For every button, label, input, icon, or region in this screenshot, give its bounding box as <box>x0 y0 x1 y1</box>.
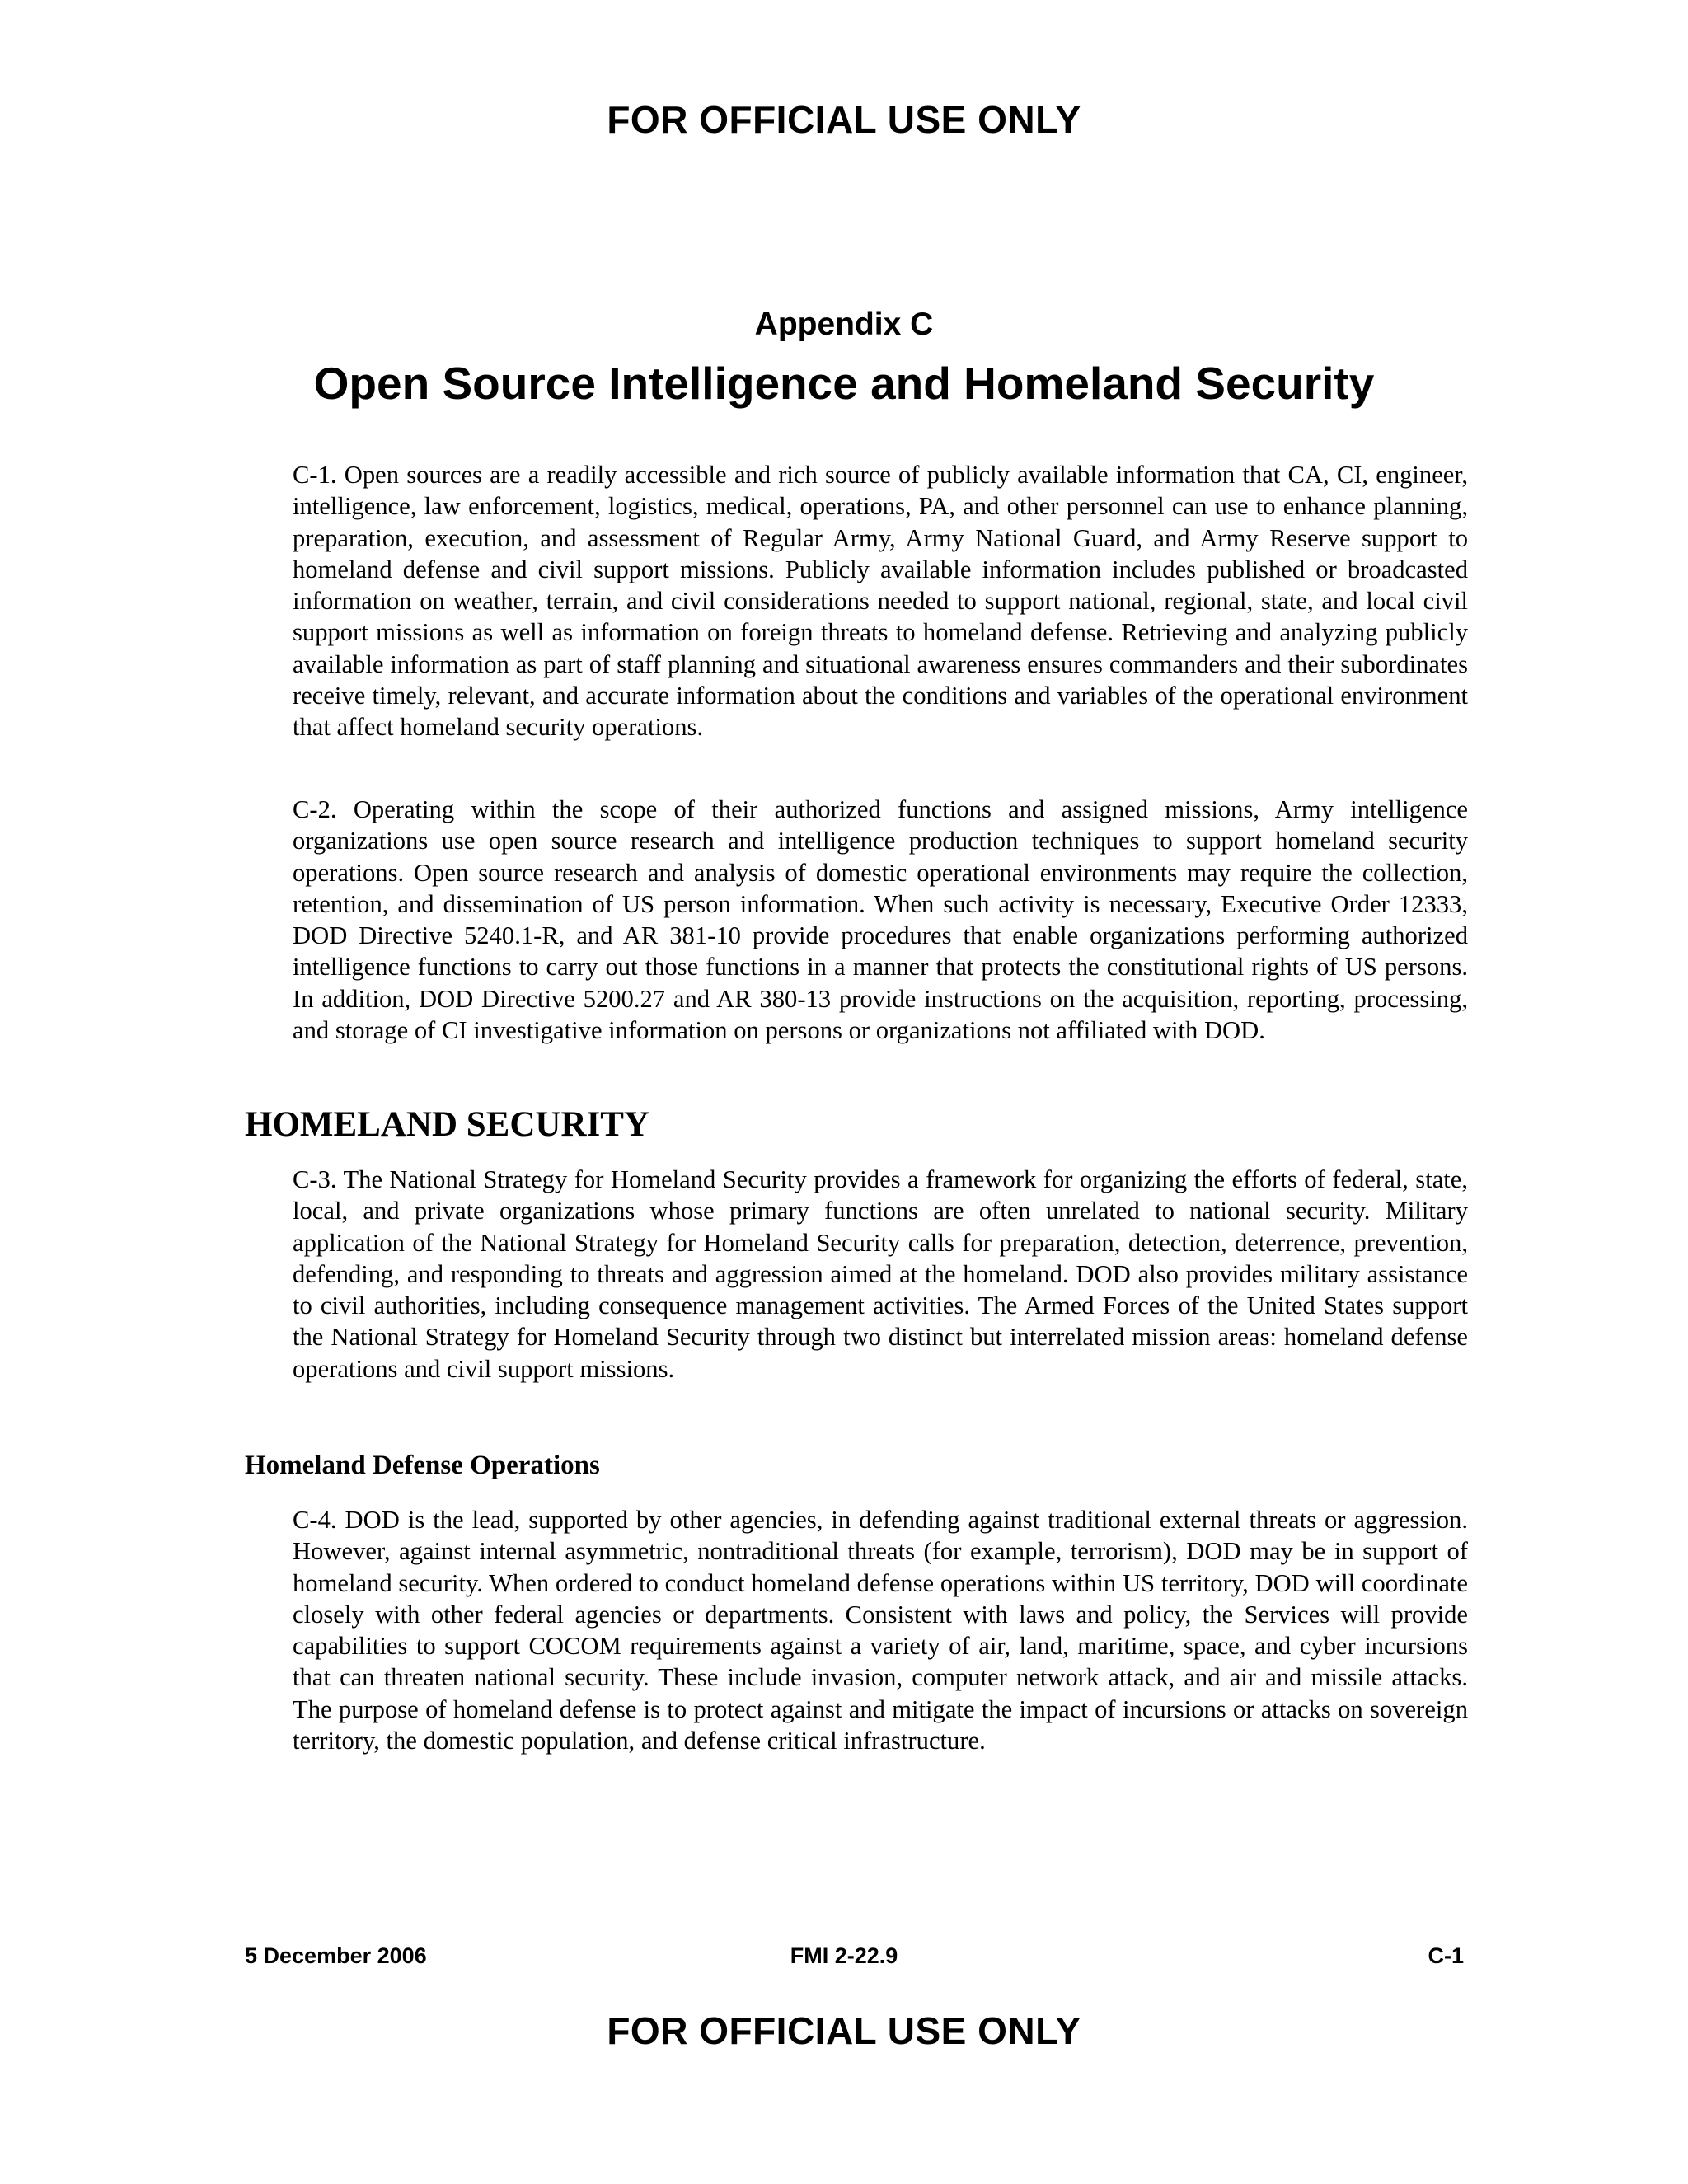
appendix-label: Appendix C <box>754 307 934 342</box>
paragraph-c1: C-1. Open sources are a readily accessible and rich source of publicly available information that CA, CI, engineer, intelligence, law enforcement, logistics, medical, operations, PA, and other personnel can use to enhance planning, preparation, execution, and assessment of Regular Army, Army National Guard, and Army Reserve support to homeland defense and civil support missions. Publicly available information includes published or broadcasted information on weather, terrain, and civil considerations needed to support national, regional, state, and local civil support missions as well as information on foreign threats to homeland defense. Retrieving and analyzing publicly available information as part of staff planning and situational awareness ensures commanders and their subordinates receive timely, relevant, and accurate information about the conditions and variables of the operational environment that affect homeland security operations. <box>293 461 1468 742</box>
classification-marking-bottom: FOR OFFICIAL USE ONLY <box>607 2009 1081 2052</box>
paragraph-c4: C-4. DOD is the lead, supported by other agencies, in defending against traditional external threats or aggression. However, against internal asymmetric, nontraditional threats (for example, terrorism), DOD may be in support of homeland security. When ordered to conduct homeland defense operations within US territory, DOD will coordinate closely with other federal agencies or departments. Consistent with laws and policy, the Services will provide capabilities to support COCOM requirements against a variety of air, land, maritime, space, and cyber incursions that can threaten national security. These include invasion, computer network attack, and air and missile attacks. The purpose of homeland defense is to protect against and mitigate the impact of incursions or attacks on sovereign territory, the domestic population, and defense critical infrastructure. <box>293 1506 1468 1755</box>
page-title: Open Source Intelligence and Homeland Security <box>313 358 1375 409</box>
footer-date: 5 December 2006 <box>245 1943 427 1968</box>
paragraph-c2: C-2. Operating within the scope of their authorized functions and assigned missions, Army intelligence organizations use open source research and intelligence production techniques to support homeland security operations. Open source research and analysis of domestic operational environments may require the collection, retention, and dissemination of US person information. When such activity is necessary, Executive Order 12333, DOD Directive 5240.1-R, and AR 381-10 provide procedures that enable organizations performing authorized intelligence functions to carry out those functions in a manner that protects the constitutional rights of US persons. In addition, DOD Directive 5200.27 and AR 380-13 provide instructions on the acquisition, reporting, processing, and storage of CI investigative information on persons or organizations not affiliated with DOD. <box>293 795 1468 1045</box>
footer-page-number: C-1 <box>1428 1943 1464 1968</box>
footer-document-id: FMI 2-22.9 <box>790 1943 898 1968</box>
section-heading-homeland-security: HOMELAND SECURITY <box>245 1105 649 1144</box>
classification-marking-top: FOR OFFICIAL USE ONLY <box>607 98 1081 141</box>
paragraph-c3: C-3. The National Strategy for Homeland Security provides a framework for organizing the efforts of federal, state, local, and private organizations whose primary functions are often unrelated to national security. Military application of the National Strategy for Homeland Security calls for preparation, detection, deterrence, prevention, defending, and responding to threats and aggression aimed at the homeland. DOD also provides military assistance to civil authorities, including consequence management activities. The Armed Forces of the United States support the National Strategy for Homeland Security through two distinct but interrelated mission areas: homeland defense operations and civil support missions. <box>293 1165 1468 1383</box>
subsection-heading-homeland-defense-operations: Homeland Defense Operations <box>245 1451 600 1480</box>
